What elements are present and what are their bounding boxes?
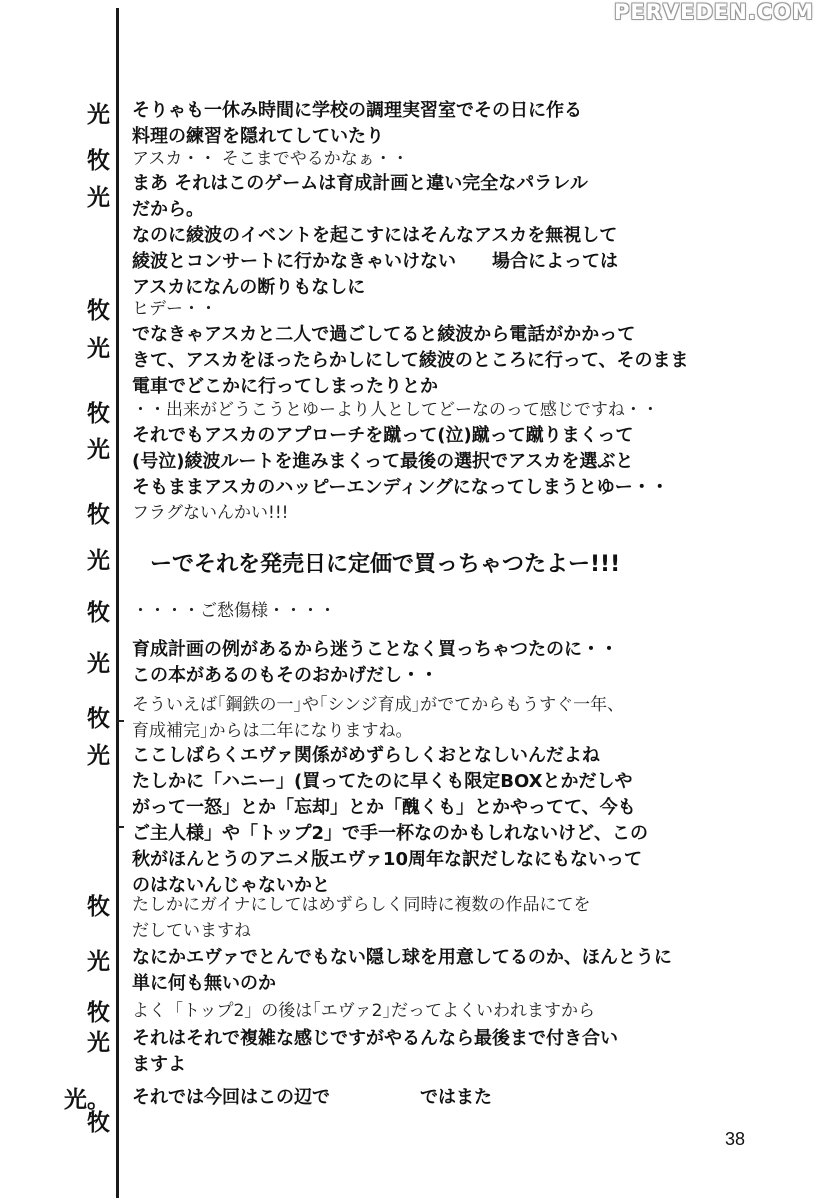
dialogue-line: この本があるのもそのおかげだし・・ — [132, 665, 438, 686]
dialogue-line: なにかエヴァでとんでもない隠し球を用意してるのか、ほんとうに — [132, 947, 672, 968]
speaker-label: 光 — [87, 743, 110, 769]
dialogue-block — [132, 1026, 618, 1078]
dialogue-block — [132, 998, 595, 1024]
dialogue-line: ご主人様」や「トップ2」で手一杯なのかもしれないけど、この — [132, 823, 648, 844]
dialogue-line: 電車でどこかに行ってしまったりとか — [132, 376, 438, 397]
dialogue-block — [132, 397, 659, 423]
dialogue-line: ますよ — [132, 1054, 186, 1075]
dialogue-line: まあ それはこのゲームは育成計画と違い完全なパラレル — [132, 173, 588, 194]
speaker-label: 牧 — [87, 148, 110, 174]
speaker-label: 光 — [87, 437, 110, 463]
dialogue-block — [132, 98, 582, 150]
speaker-label: 光。牧 — [64, 1087, 110, 1136]
speaker-label: 光 — [87, 185, 110, 211]
speaker-label: 牧 — [87, 1000, 110, 1026]
speaker-label: 牧 — [87, 706, 110, 732]
speaker-label: 光 — [87, 102, 110, 128]
speaker-label: 牧 — [87, 401, 110, 427]
speaker-label: 光 — [87, 949, 110, 975]
dialogue-line: よく「トップ2」の後は｢エヴァ2｣だってよくいわれますから — [132, 1001, 595, 1021]
dialogue-block — [132, 500, 288, 526]
dialogue-block — [132, 945, 672, 997]
dialogue-line: ・・・・ご愁傷様・・・・ — [132, 601, 336, 621]
dialogue-line: 秋がほんとうのアニメ版エヴァ10周年な訳だしなにもないって — [132, 849, 642, 870]
speaker-label: 牧 — [87, 600, 110, 626]
dialogue-line: たしかにガイナにしてはめずらしく同時に複数の作品にてを — [132, 895, 591, 915]
watermark: PERVEDEN.COM — [614, 0, 814, 24]
dialogue-block — [132, 146, 409, 172]
dialogue-line: そもままアスカのハッピーエンディングになってしまうとゆー・・ — [132, 477, 669, 498]
dialogue-line: きて、アスカをほったらかしにして綾波のところに行って、そのまま — [132, 350, 689, 371]
dialogue-line: ーでそれを発売日に定価で買っちゃつたよー!!! — [150, 552, 621, 577]
dialogue-line: ヒデー・・ — [132, 299, 217, 319]
dialogue-line: アスカになんの断りもなしに — [132, 277, 366, 298]
dialogue-line: 育成補完｣からは二年になりますね。 — [132, 721, 413, 741]
dialogue-line: だから。 — [132, 199, 204, 220]
dialogue-block — [132, 423, 669, 501]
speaker-label: 牧 — [87, 502, 110, 528]
dialogue-line: 育成計画の例があるから迷うことなく買っちゃつたのに・・ — [132, 639, 618, 660]
dialogue-line: たしかに「ハニー」(買ってたのに早くも限定BOXとかだしや — [132, 771, 633, 792]
dialogue-line: がって一怒」とか「忘却」とか「醜くも」とかやってて、今も — [132, 797, 636, 818]
dialogue-line: (号泣)綾波ルートを進みまくって最後の選択でアスカを選ぶと — [132, 451, 634, 472]
dialogue-block — [132, 637, 618, 689]
dialogue-block — [132, 296, 217, 322]
speaker-label: 光 — [87, 548, 110, 574]
dialogue-block — [132, 171, 618, 301]
speaker-label: 光 — [87, 336, 110, 362]
dialogue-block — [132, 1085, 492, 1111]
speaker-label: 牧 — [87, 298, 110, 324]
dialogue-line: 綾波とコンサートに行かなきゃいけない 場合によっては — [132, 251, 618, 272]
rule-tick — [117, 720, 124, 722]
dialogue-line: そりゃも一休み時間に学校の調理実習室でその日に作る — [132, 100, 582, 121]
rule-tick — [117, 826, 124, 828]
dialogue-line: なのに綾波のイベントを起こすにはそんなアスカを無視して — [132, 225, 618, 246]
dialogue-block — [132, 598, 336, 624]
dialogue-line: それはそれで複雑な感じですがやるんなら最後まで付き合い — [132, 1028, 618, 1049]
page-number: 38 — [725, 1129, 746, 1149]
dialogue-line: 料理の練習を隠れてしていたり — [132, 126, 384, 147]
dialogue-line: そういえば｢鋼鉄の一｣や｢シンジ育成｣がでてからもうすぐ一年、 — [132, 695, 625, 715]
dialogue-line: でなきゃアスカと二人で過ごしてると綾波から電話がかかって — [132, 324, 636, 345]
dialogue-line: のはないんじゃないかと — [132, 875, 330, 896]
dialogue-line: それでは今回はこの辺で ではまた — [132, 1087, 492, 1108]
speaker-label: 牧 — [87, 894, 110, 920]
vertical-rule — [116, 8, 119, 1198]
dialogue-line: アスカ・・ そこまでやるかなぁ・・ — [132, 149, 409, 169]
dialogue-block — [132, 892, 591, 944]
dialogue-block — [132, 322, 689, 400]
dialogue-block — [132, 692, 624, 744]
dialogue-line: ここしばらくエヴァ関係がめずらしくおとなしいんだよね — [132, 745, 600, 766]
dialogue-line: それでもアスカのアプローチを蹴って(泣)蹴って蹴りまくって — [132, 425, 634, 446]
speaker-label: 光 — [87, 1030, 110, 1056]
dialogue-line: 単に何も無いのか — [132, 973, 276, 994]
speaker-label: 光 — [87, 651, 110, 677]
dialogue-block — [132, 743, 648, 899]
dialogue-line: だしていますね — [132, 921, 251, 941]
dialogue-line: フラグないんかい!!! — [132, 503, 289, 523]
dialogue-line: ・・出来がどうこうとゆーより人としてどーなのって感じですね・・ — [132, 400, 659, 420]
dialogue-block — [150, 548, 620, 582]
